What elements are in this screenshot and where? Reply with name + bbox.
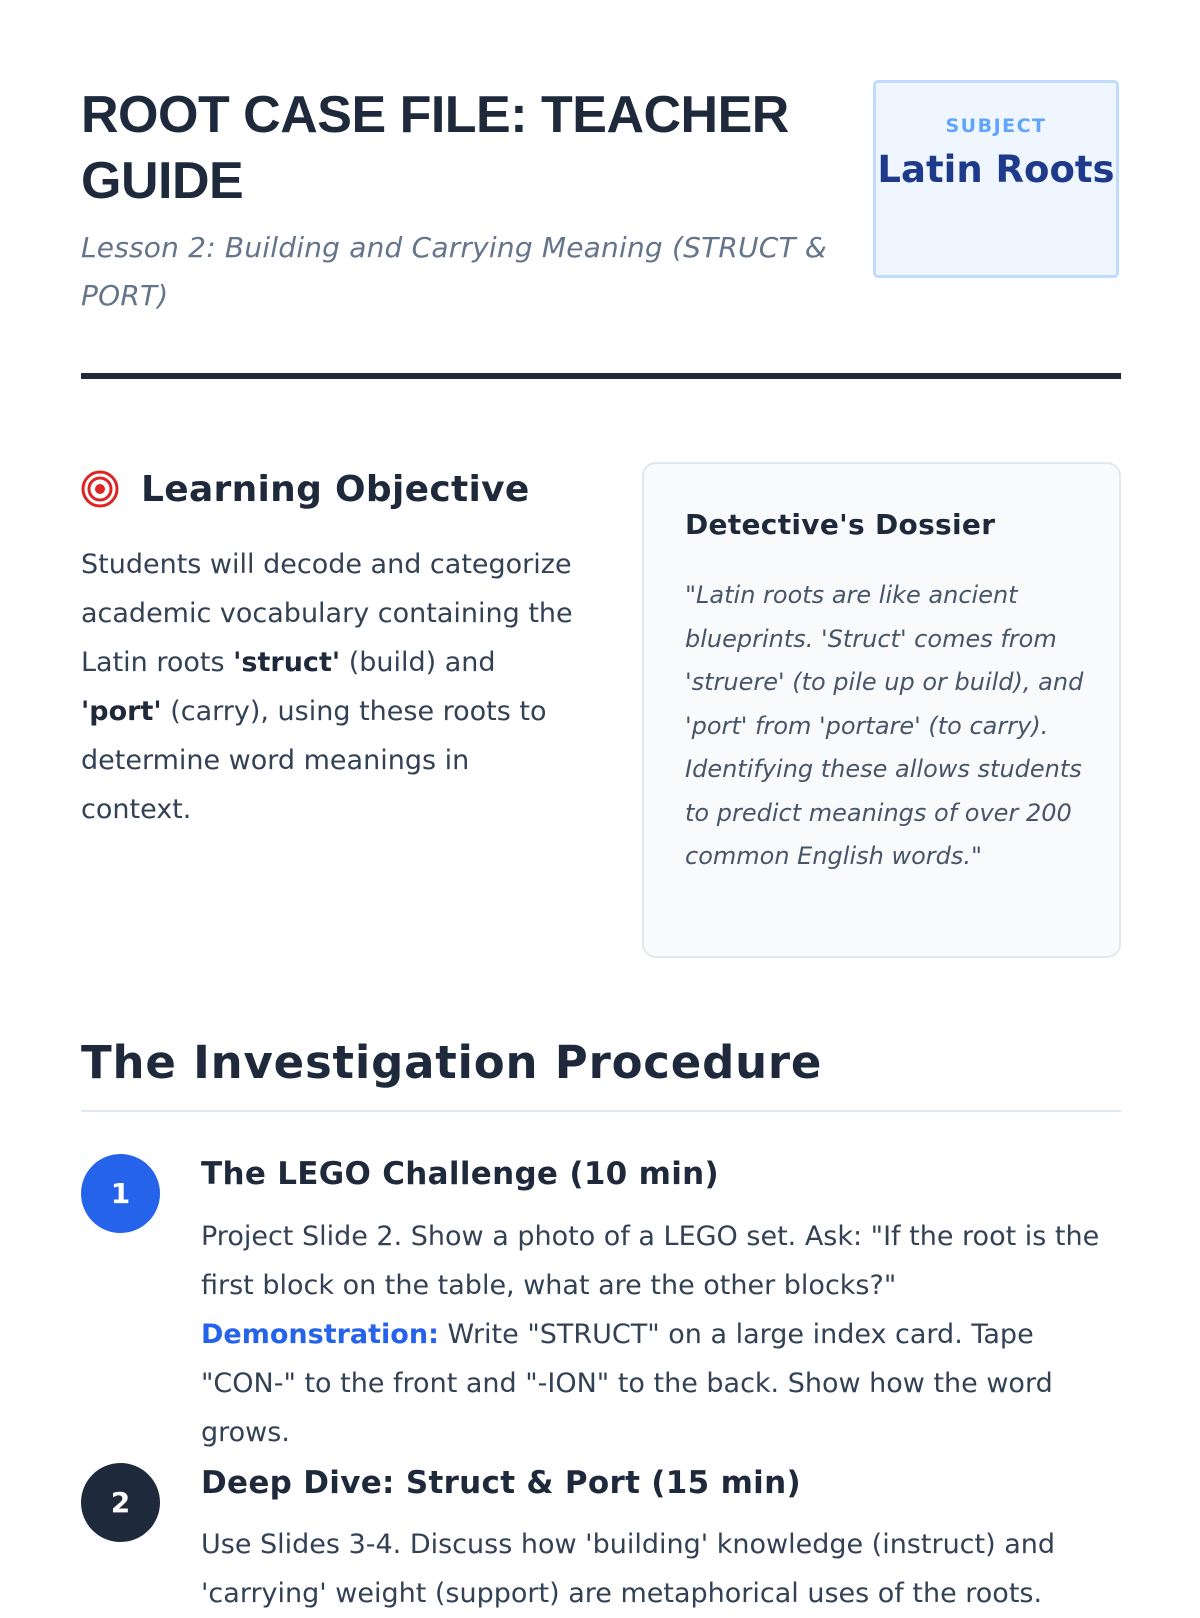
target-icon xyxy=(81,470,119,508)
header-divider xyxy=(81,373,1121,379)
detectives-dossier xyxy=(642,462,1121,958)
root-struct: 'struct' xyxy=(233,647,341,678)
dossier-title: Detective's Dossier xyxy=(685,508,996,541)
procedure-title: The Investigation Procedure xyxy=(81,1036,823,1089)
objective-title: Learning Objective xyxy=(141,468,530,510)
step-1-title: The LEGO Challenge (10 min) xyxy=(201,1156,720,1192)
page-title: ROOT CASE FILE: TEACHER GUIDE xyxy=(81,86,789,210)
step-2-title: Deep Dive: Struct & Port (15 min) xyxy=(201,1465,801,1501)
lesson-subtitle: Lesson 2: Building and Carrying Meaning (STRUCT & PORT) xyxy=(81,231,827,312)
dossier-quote: "Latin roots are like ancient blueprints. 'Struct' comes from 'struere' (to pile up or build), and 'port' from 'portare' (to carry). Identifying these allows students to predict meanings of over 200 common English words." xyxy=(685,581,1084,870)
subject-value: Latin Roots xyxy=(877,148,1115,191)
subject-label: SUBJECT xyxy=(945,115,1047,137)
step-1-text: Project Slide 2. Show a photo of a LEGO set. Ask: "If the root is the first block on the table, what are the other blocks?" xyxy=(201,1221,1100,1301)
step-2-number: 2 xyxy=(81,1463,160,1542)
step-1-number: 1 xyxy=(81,1154,160,1233)
root-port: 'port' xyxy=(81,696,162,727)
objective-text xyxy=(81,540,581,834)
objective-heading xyxy=(81,464,530,514)
objective-text-part: Students will decode and categorize academic vocabulary containing the Latin roots xyxy=(81,549,573,678)
demonstration-text: Write "STRUCT" on a large index card. Tape "CON-" to the front and "-ION" to the back. Show how the word grows. xyxy=(201,1319,1053,1448)
objective-text-part: (build) and xyxy=(340,647,496,678)
step-1-demonstration xyxy=(201,1310,1121,1457)
demonstration-label: Demonstration: xyxy=(201,1319,439,1350)
procedure-divider xyxy=(81,1110,1121,1112)
objective-text-part: (carry), using these roots to determine word meanings in context. xyxy=(81,696,547,825)
subject-box xyxy=(873,80,1119,278)
step-2-text: Use Slides 3-4. Discuss how 'building' knowledge (instruct) and 'carrying' weight (support) are metaphorical uses of the roots. xyxy=(201,1529,1056,1609)
